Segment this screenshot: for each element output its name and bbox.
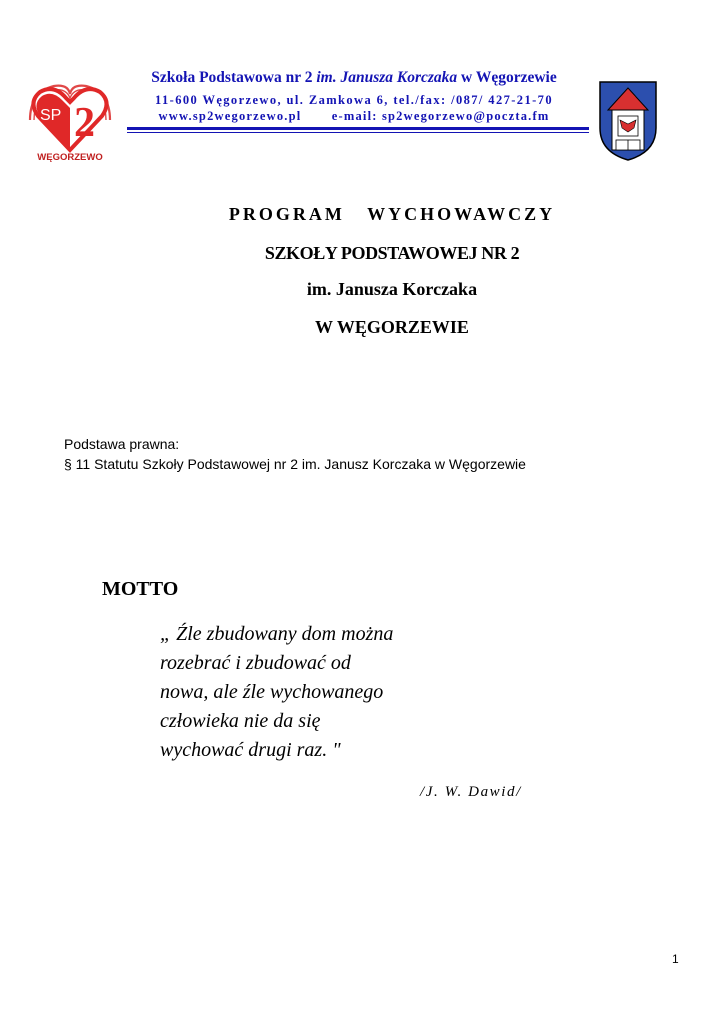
motto-line: „ Źle zbudowany dom można [160,623,394,645]
coat-of-arms-icon [596,76,660,162]
school-contact [130,109,578,124]
school-address: 11-600 Węgorzewo, ul. Zamkowa 6, tel./fax: /087/ 427-21-70 [155,93,553,107]
motto-line: człowieka nie da się [160,710,321,732]
school-name: Szkoła Podstawowa nr 2 im. Janusza Korczaka w Węgorzewie [151,69,557,86]
logo-town-text: WĘGORZEWO [37,152,103,162]
school-logo-icon [24,72,116,162]
motto-line: nowa, ale źle wychowanego [160,681,384,703]
legal-basis-text: § 11 Statutu Szkoły Podstawowej nr 2 im. Janusz Korczaka w Węgorzewie [64,456,526,472]
document-title-line3: im. Janusza Korczaka [306,279,478,299]
motto-line: rozebrać i zbudować od [160,652,351,674]
motto-quote [160,620,393,765]
school-email-link[interactable]: e-mail: sp2wegorzewo@poczta.fm [331,109,550,123]
school-patron: im. Janusza Korczaka [316,69,458,86]
logo-sp-text: SP [40,107,62,124]
header-rule-thin [127,132,589,133]
svg-text:2: 2 [74,100,95,146]
document-title-line1: PROGRAM WYCHOWAWCZY [228,204,556,224]
motto-author: /J. W. Dawid/ [420,784,522,800]
document-title-line4: W WĘGORZEWIE [315,317,469,337]
motto-line: wychować drugi raz. " [160,739,341,761]
motto-heading: MOTTO [102,578,179,600]
page-number: 1 [672,952,679,966]
legal-basis-label: Podstawa prawna: [64,436,180,452]
header-rule-thick [127,127,589,130]
document-title-line2: SZKOŁY PODSTAWOWEJ NR 2 [264,243,520,263]
school-website-link[interactable]: www.sp2wegorzewo.pl [158,109,302,123]
